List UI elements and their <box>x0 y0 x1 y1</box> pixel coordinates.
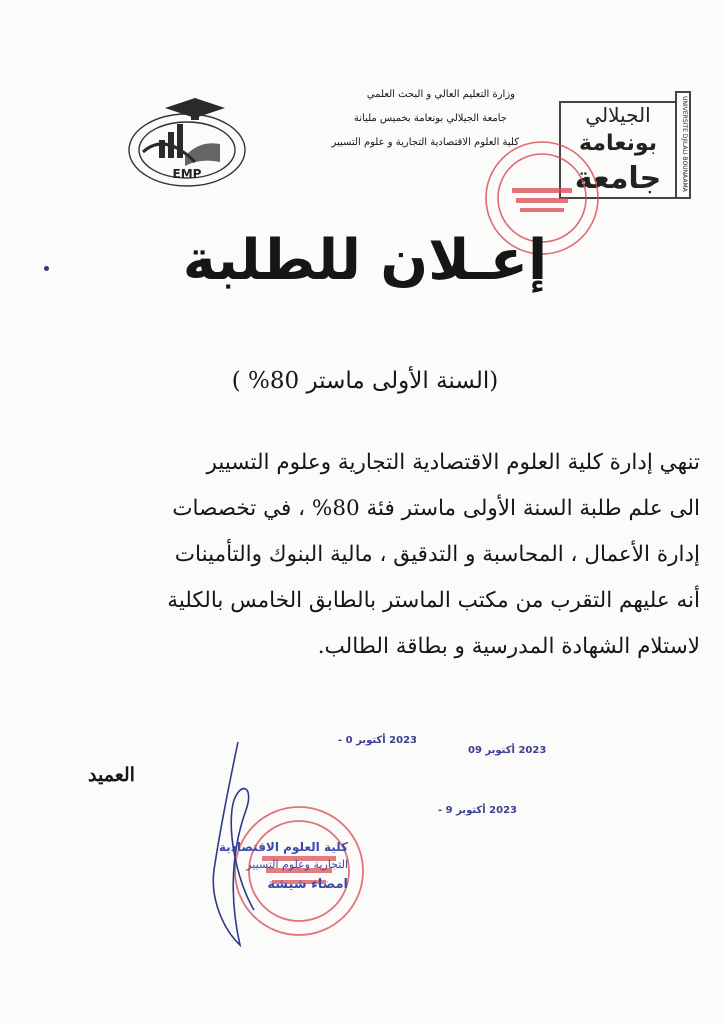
body-line: لاستلام الشهادة المدرسية و بطاقة الطالب. <box>317 634 700 659</box>
signature-icon <box>180 740 290 960</box>
ink-dot <box>44 266 49 271</box>
body-line: الى علم طلبة السنة الأولى ماستر فئة 80% ، في تخصصات <box>172 496 700 521</box>
announcement-subtitle: (السنة الأولى ماستر 80% ) <box>231 368 499 394</box>
announcement-title: إعـلان للطلبة <box>182 228 548 293</box>
logo-right-line1: الجيلالي <box>585 103 651 127</box>
body-line: تنهي إدارة كلية العلوم الاقتصادية التجارية وعلوم التسيير <box>206 450 700 475</box>
university-line: جامعة الجيلالي بونعامة بخميس مليانة <box>353 113 507 124</box>
date-stamp: 2023 أكتوبر 09 <box>468 745 547 756</box>
logo-right-line3: جامعة <box>574 161 662 196</box>
faculty-line: كلية العلوم الاقتصادية التجارية و علوم التسيير <box>331 137 519 148</box>
header <box>285 88 519 160</box>
faculty-stamp-line1: كلية العلوم الاقتصادية <box>218 840 348 854</box>
body-line: إدارة الأعمال ، المحاسبة و التدقيق ، مالية البنوك والتأمينات <box>174 542 700 567</box>
logo-right-latin: UNIVERSITE DJILALI BOUNAAMA <box>681 96 688 192</box>
faculty-stamp-line3: امضاء شيشة <box>267 877 348 892</box>
date-stamp: 2023 أكتوبر 0 - <box>338 735 417 746</box>
ministry-line: وزارة التعليم العالي و البحث العلمي <box>366 89 515 100</box>
logo-right-line2: بونعامة <box>579 131 657 156</box>
body-line: أنه عليهم التقرب من مكتب الماستر بالطابق الخامس بالكلية <box>167 588 700 613</box>
announcement-body <box>90 440 700 670</box>
faculty-stamp-line2: التجارية وعلوم التسيير <box>246 858 348 871</box>
date-stamp: 2023 أكتوبر 9 - <box>438 805 517 816</box>
dean-label: العميد <box>88 764 135 786</box>
logo-left-text: EMP <box>172 167 202 181</box>
faculty-logo <box>125 92 250 192</box>
